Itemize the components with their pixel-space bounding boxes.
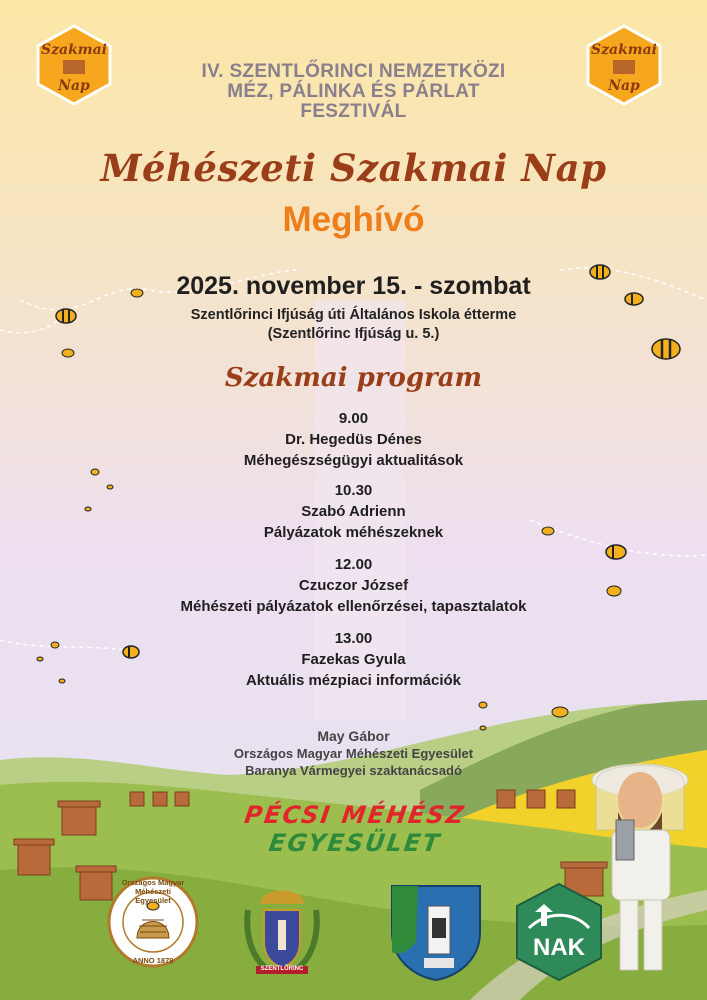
organizer-block — [0, 728, 707, 779]
program-item — [0, 554, 707, 617]
organizer-name: May Gábor — [317, 728, 390, 744]
program-topic: Aktuális mézpiaci információk — [245, 672, 462, 689]
program-speaker: Szabó Adrienn — [301, 503, 406, 520]
crest-label: SZENTLŐRINC — [260, 966, 304, 972]
program-speaker: Fazekas Gyula — [301, 651, 406, 668]
program-title: Szakmai program — [224, 363, 483, 393]
omme-seal-logo — [107, 876, 199, 968]
program-time: 9.00 — [338, 410, 369, 427]
program-topic: Pályázatok méhészeknek — [263, 524, 444, 541]
event-venue — [0, 306, 707, 344]
nak-badge-icon — [515, 882, 603, 982]
festival-heading — [0, 62, 707, 122]
coat-of-arms-icon — [388, 882, 484, 982]
program-speaker: Czuczor József — [298, 577, 409, 594]
invitation-heading: Meghívó — [282, 200, 425, 239]
szentlorinc-crest — [240, 880, 324, 976]
program-item — [0, 408, 707, 471]
crest-icon — [240, 880, 324, 976]
pme-logo-line2: EGYESÜLET — [267, 829, 443, 857]
organizer-org: Országos Magyar Méhészeti Egyesület — [233, 746, 474, 761]
nak-logo-text: NAK — [533, 934, 585, 961]
badge-line1: Szakmai — [590, 42, 658, 58]
festival-line-1: IV. SZENTLŐRINCI NEMZETKÖZI — [201, 61, 506, 82]
badge-line2: Nap — [58, 78, 90, 94]
event-date: 2025. november 15. - szombat — [176, 272, 531, 300]
program-topic: Méhegészségügyi aktualitások — [243, 452, 464, 469]
badge-line2: Nap — [608, 78, 640, 94]
program-time: 12.00 — [334, 556, 373, 573]
program-item — [0, 480, 707, 543]
venue-address: (Szentlőrinc Ifjúság u. 5.) — [267, 326, 440, 342]
program-speaker: Dr. Hegedüs Dénes — [285, 431, 422, 448]
nak-logo — [515, 882, 603, 982]
program-topic: Méhészeti pályázatok ellenőrzései, tapasztalatok — [180, 598, 527, 615]
festival-line-3: FESZTIVÁL — [300, 101, 407, 122]
venue-name: Szentlőrinci Ifjúság úti Általános Iskola étterme — [190, 307, 517, 323]
omme-seal-name: Országos Magyar Méhészeti Egyesület — [121, 878, 185, 905]
badge-line1: Szakmai — [40, 42, 108, 58]
program-item — [0, 628, 707, 691]
program-time: 10.30 — [334, 482, 373, 499]
program-time: 13.00 — [334, 630, 373, 647]
omme-seal-year: ANNO 1879 — [132, 956, 174, 965]
organizer-role: Baranya Vármegyei szaktanácsadó — [245, 763, 462, 778]
event-title: Méhészeti Szakmai Nap — [100, 146, 607, 190]
festival-line-2: MÉZ, PÁLINKA ÉS PÁRLAT — [227, 81, 480, 102]
pme-logo-line1: PÉCSI MÉHÉSZ — [242, 801, 468, 829]
